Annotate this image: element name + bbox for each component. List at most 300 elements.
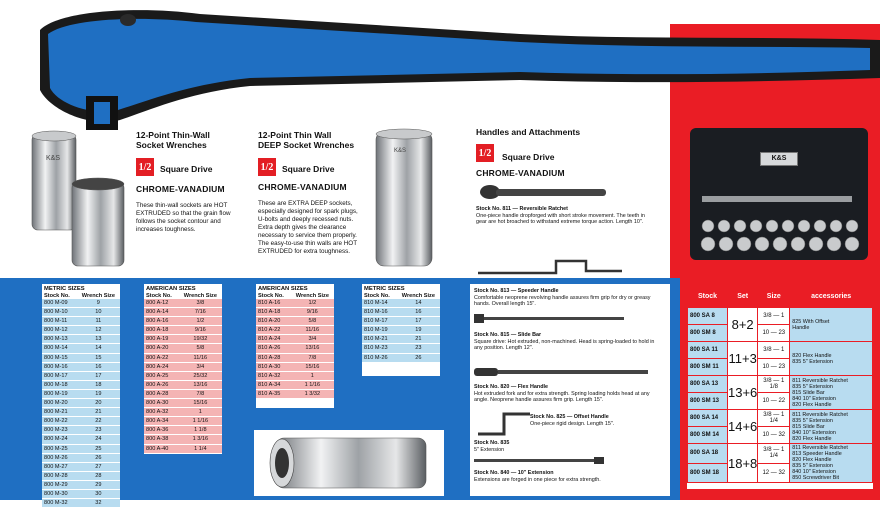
stock-number-cell: 810 A-30 — [256, 362, 291, 371]
stock-number-cell: 810 M-26 — [362, 353, 397, 362]
wrench-size-cell: 21 — [77, 408, 120, 417]
set-count: 11+3 — [728, 342, 758, 376]
offset-handle-icon — [474, 408, 534, 438]
table-row — [256, 344, 334, 353]
table-row — [256, 299, 334, 308]
table-row — [144, 380, 222, 389]
stock-number-cell: 810 M-14 — [362, 299, 397, 308]
set-size-metric: 10 — 23 — [758, 325, 790, 342]
sets-row — [688, 410, 873, 427]
table-row — [256, 317, 334, 326]
stock-number-cell: 800 A-28 — [144, 389, 179, 398]
stock-number-cell: 810 A-18 — [256, 308, 291, 317]
svg-text:K&S: K&S — [46, 155, 61, 162]
half-inch-badge-3: 1/2 — [476, 144, 494, 162]
table-row — [256, 308, 334, 317]
wrench-size-cell: 9/16 — [291, 308, 334, 317]
accessory-line: 825 With Offset — [792, 318, 830, 325]
table-row — [256, 326, 334, 335]
stock-number-cell: 800 A-38 — [144, 435, 179, 444]
wrench-size-cell: 1/2 — [291, 299, 334, 308]
table-row — [362, 335, 440, 344]
sets-row — [688, 376, 873, 393]
accessory-line: 835 5" Extension — [792, 358, 833, 365]
stock-number-cell: 810 A-22 — [256, 326, 291, 335]
slide-bar-icon — [474, 314, 634, 324]
accessory-line: 835 5" Extension — [792, 463, 833, 469]
set-stock-american: 800 SA 11 — [688, 342, 728, 359]
wrench-size-cell: 1 1/8 — [179, 426, 222, 435]
stock-number-cell: 800 M-17 — [42, 371, 77, 380]
wrench-size-cell: 1 — [291, 371, 334, 380]
wrench-size-cell: 9/16 — [179, 326, 222, 335]
accessory-line: 815 Slide Bar — [792, 389, 825, 396]
set-accessories — [790, 444, 873, 483]
stock-number-cell: 810 M-17 — [362, 317, 397, 326]
table-row — [42, 299, 120, 308]
stock-number-cell: 800 M-16 — [42, 362, 77, 371]
stock-number-cell: 800 A-30 — [144, 399, 179, 408]
wrench-size-cell: 3/8 — [179, 299, 222, 308]
handle-item-835 — [474, 440, 664, 453]
stock-number-cell: 810 A-34 — [256, 380, 291, 389]
sets-header-cell: Set — [728, 286, 758, 308]
set-stock-american: 800 SA 13 — [688, 376, 728, 393]
table-row — [256, 380, 334, 389]
stock-number-cell: 800 A-14 — [144, 308, 179, 317]
section2-title — [258, 130, 354, 150]
set-size-metric: 10 — 22 — [758, 393, 790, 410]
wrench-size-cell: 1 1/16 — [291, 380, 334, 389]
set-count: 14+6 — [728, 410, 758, 444]
stock-number-cell: 800 M-14 — [42, 344, 77, 353]
handle-813-text: Comfortable neoprene revolving handle assures firm grip for dry or greasy hands. Overall length 15". — [474, 294, 651, 308]
stock-number-cell: 800 M-20 — [42, 399, 77, 408]
stock-number-cell: 800 M-32 — [42, 499, 77, 508]
accessory-line: 811 Reversible Ratchet — [792, 411, 848, 418]
handle-item-813 — [474, 288, 664, 308]
wrench-size-cell: 24 — [77, 435, 120, 444]
table-row — [144, 435, 222, 444]
table-row — [42, 344, 120, 353]
set-stock-metric: 800 SM 13 — [688, 393, 728, 410]
stock-number-cell: 810 A-20 — [256, 317, 291, 326]
wrench-size-cell: 19/32 — [179, 335, 222, 344]
wrench-size-cell: 19 — [397, 326, 440, 335]
accessory-line: 840 10" Extension — [792, 469, 836, 475]
sets-header-cell: accessories — [790, 286, 873, 308]
handles-panel — [470, 284, 670, 496]
set-count: 18+8 — [728, 444, 758, 483]
wrench-size-cell: 17 — [397, 317, 440, 326]
wrench-size-cell: 18 — [77, 380, 120, 389]
wrench-size-cell: 13/16 — [291, 344, 334, 353]
stock-number-cell: 810 M-16 — [362, 308, 397, 317]
metric1-header-size: Wrench Size — [81, 293, 115, 299]
accessory-line: 850 Screwdriver Bit — [792, 475, 840, 481]
american2-header-size: Wrench Size — [295, 293, 329, 299]
wrench-size-cell: 14 — [77, 344, 120, 353]
american2-header-stock: Stock No. — [258, 293, 284, 299]
table-row — [42, 426, 120, 435]
wrench-size-cell: 28 — [77, 471, 120, 480]
handle-813-title: Stock No. 813 — Speeder Handle — [474, 288, 559, 294]
american2-caption: AMERICAN SIZES — [258, 286, 308, 292]
set-accessories — [790, 410, 873, 444]
section3-material: CHROME-VANADIUM — [476, 168, 565, 178]
sets-row — [688, 342, 873, 359]
table-row — [42, 389, 120, 398]
speeder-handle-icon — [476, 255, 626, 277]
case-sockets-icon — [696, 186, 862, 254]
section1-title-line1: 12-Point Thin-Wall — [136, 130, 210, 140]
section2-title-line1: 12-Point Thin Wall — [258, 130, 332, 140]
table-row — [144, 371, 222, 380]
wrench-size-cell: 11 — [77, 317, 120, 326]
table-row — [42, 335, 120, 344]
table-row — [42, 408, 120, 417]
wrench-size-cell: 1 1/4 — [179, 444, 222, 453]
accessory-line: 820 Flex Handle — [792, 401, 832, 408]
american1-caption: AMERICAN SIZES — [146, 286, 196, 292]
set-size-metric: 12 — 32 — [758, 463, 790, 483]
set-size-american: 3/8 — 1 1/4 — [758, 444, 790, 464]
metric2-header-size: Wrench Size — [401, 293, 435, 299]
wrench-size-cell: 7/8 — [291, 353, 334, 362]
metric-sizes-table-2 — [362, 284, 440, 376]
american-sizes-table-1 — [144, 284, 222, 454]
wrench-size-cell: 25 — [77, 444, 120, 453]
table-row — [42, 489, 120, 498]
wrench-size-cell: 12 — [77, 326, 120, 335]
stock-number-cell: 800 M-25 — [42, 444, 77, 453]
stock-number-cell: 800 M-13 — [42, 335, 77, 344]
set-count: 8+2 — [728, 308, 758, 342]
american-sizes-table-2 — [256, 284, 334, 408]
table-row — [362, 344, 440, 353]
stock-number-cell: 800 M-21 — [42, 408, 77, 417]
handle-835-title: Stock No. 835 — [474, 440, 510, 446]
table-row — [42, 353, 120, 362]
socket-set-case-illustration — [690, 128, 868, 260]
wrench-size-cell: 5/8 — [291, 317, 334, 326]
section3-drive: Square Drive — [502, 152, 555, 162]
set-size-metric: 10 — 23 — [758, 359, 790, 376]
wrench-size-cell: 1 — [179, 408, 222, 417]
table-row — [144, 335, 222, 344]
stock-number-cell: 800 M-26 — [42, 453, 77, 462]
table-row — [362, 317, 440, 326]
accessory-line: 820 Flex Handle — [792, 352, 832, 359]
accessory-line: 820 Flex Handle — [792, 435, 832, 442]
metric1-caption: METRIC SIZES — [44, 286, 85, 292]
table-row — [42, 362, 120, 371]
wrench-size-cell: 23 — [397, 344, 440, 353]
sets-header-row — [688, 286, 873, 308]
table-row — [42, 480, 120, 489]
section2-title-line2: DEEP Socket Wrenches — [258, 140, 355, 150]
set-count: 13+6 — [728, 376, 758, 410]
stock-number-cell: 800 A-16 — [144, 317, 179, 326]
set-stock-metric: 800 SM 18 — [688, 463, 728, 483]
wrench-size-cell: 19 — [77, 389, 120, 398]
reversible-ratchet-icon — [476, 180, 616, 206]
table-row — [144, 426, 222, 435]
wrench-size-cell: 1 3/16 — [179, 435, 222, 444]
ratchet-wrench-illustration — [0, 0, 880, 140]
stock-number-cell: 800 M-29 — [42, 480, 77, 489]
handle-825-text: One-piece rigid design. Length 15". — [530, 420, 615, 427]
wrench-size-cell: 7/16 — [179, 308, 222, 317]
wrench-size-cell: 11/16 — [179, 353, 222, 362]
american1-header-size: Wrench Size — [183, 293, 217, 299]
stock-number-cell: 800 M-22 — [42, 417, 77, 426]
table-row — [42, 317, 120, 326]
set-stock-metric: 800 SM 14 — [688, 427, 728, 444]
stock-number-cell: 800 A-19 — [144, 335, 179, 344]
wrench-size-cell: 17 — [77, 371, 120, 380]
table-row — [144, 344, 222, 353]
table-row — [42, 326, 120, 335]
table-row — [256, 362, 334, 371]
table-row — [144, 308, 222, 317]
stock-number-cell: 810 A-35 — [256, 389, 291, 398]
stock-number-cell: 800 M-23 — [42, 426, 77, 435]
set-size-metric: 10 — 32 — [758, 427, 790, 444]
sets-header-cell: Stock — [688, 286, 728, 308]
half-inch-badge-2: 1/2 — [258, 158, 276, 176]
table-row — [42, 399, 120, 408]
american1-header-stock: Stock No. — [146, 293, 172, 299]
table-row — [42, 453, 120, 462]
section1-description: These thin-wall sockets are HOT EXTRUDED so that the grain flow follows the socket contour and increases toughness. — [136, 202, 231, 233]
accessory-line: 840 10" Extension — [792, 395, 836, 402]
stock-number-cell: 810 M-23 — [362, 344, 397, 353]
metric1-header-stock: Stock No. — [44, 293, 70, 299]
accessory-line: 835 5" Extension — [792, 383, 833, 390]
table-row — [144, 399, 222, 408]
table-row — [42, 417, 120, 426]
table-row — [144, 389, 222, 398]
stock-number-cell: 800 A-34 — [144, 417, 179, 426]
set-stock-american: 800 SA 14 — [688, 410, 728, 427]
stock-number-cell: 810 A-26 — [256, 344, 291, 353]
metric2-header-stock: Stock No. — [364, 293, 390, 299]
section1-title-line2: Socket Wrenches — [136, 140, 207, 150]
set-stock-american: 800 SA 18 — [688, 444, 728, 464]
table-row — [42, 435, 120, 444]
table-row — [256, 389, 334, 398]
wrench-size-cell: 13 — [77, 335, 120, 344]
table-row — [256, 335, 334, 344]
wrench-size-cell: 16 — [77, 362, 120, 371]
wrench-size-cell: 23 — [77, 426, 120, 435]
wrench-size-cell: 20 — [77, 399, 120, 408]
stock-number-cell: 810 M-19 — [362, 326, 397, 335]
table-row — [144, 362, 222, 371]
metric2-caption: METRIC SIZES — [364, 286, 405, 292]
accessory-line: 815 Slide Bar — [792, 423, 825, 430]
handle-815-title: Stock No. 815 — Slide Bar — [474, 332, 542, 338]
stock-number-cell: 800 A-22 — [144, 353, 179, 362]
set-size-american: 3/8 — 1 — [758, 308, 790, 325]
wrench-size-cell: 3/4 — [179, 362, 222, 371]
extension-icon — [474, 456, 654, 466]
stock-number-cell: 800 M-11 — [42, 317, 77, 326]
stock-number-cell: 800 M-09 — [42, 299, 77, 308]
handle-item-825 — [530, 414, 664, 427]
stock-number-cell: 800 M-18 — [42, 380, 77, 389]
wrench-size-cell: 11/16 — [291, 326, 334, 335]
stock-number-cell: 800 A-24 — [144, 362, 179, 371]
wrench-size-cell: 21 — [397, 335, 440, 344]
wrench-size-cell: 26 — [77, 453, 120, 462]
wrench-size-cell: 7/8 — [179, 389, 222, 398]
wrench-size-cell: 15/16 — [291, 362, 334, 371]
stock-number-cell: 800 A-20 — [144, 344, 179, 353]
deep-socket-illustration — [370, 128, 440, 272]
wrench-size-cell: 9 — [77, 299, 120, 308]
table-row — [42, 444, 120, 453]
wrench-size-cell: 32 — [77, 499, 120, 508]
set-accessories — [790, 376, 873, 410]
set-size-american: 3/8 — 1 1/8 — [758, 376, 790, 393]
section2-material: CHROME-VANADIUM — [258, 182, 347, 192]
wrench-size-cell: 15/16 — [179, 399, 222, 408]
wrench-size-cell: 10 — [77, 308, 120, 317]
section1-title — [136, 130, 210, 150]
table-row — [42, 380, 120, 389]
handle-item-811 — [476, 206, 656, 226]
stock-number-cell: 800 M-24 — [42, 435, 77, 444]
stock-number-cell: 800 M-30 — [42, 489, 77, 498]
table-row — [256, 353, 334, 362]
accessory-line: 820 Flex Handle — [792, 457, 832, 463]
accessory-line: 813 Speeder Handle — [792, 451, 842, 457]
handle-840-title: Stock No. 840 — 10" Extension — [474, 470, 554, 476]
wrench-size-cell: 14 — [397, 299, 440, 308]
handle-item-840 — [474, 470, 664, 483]
stock-number-cell: 800 A-26 — [144, 380, 179, 389]
stock-number-cell: 800 A-18 — [144, 326, 179, 335]
stock-number-cell: 800 M-19 — [42, 389, 77, 398]
handle-item-815 — [474, 332, 664, 352]
table-row — [144, 353, 222, 362]
wrench-size-cell: 30 — [77, 489, 120, 498]
stock-number-cell: 800 A-36 — [144, 426, 179, 435]
accessory-line: 811 Reversible Ratchet — [792, 377, 848, 384]
table-row — [42, 462, 120, 471]
set-size-american: 3/8 — 1 1/4 — [758, 410, 790, 427]
wrench-size-cell: 3/4 — [291, 335, 334, 344]
set-size-american: 3/8 — 1 — [758, 342, 790, 359]
wrench-size-cell: 27 — [77, 462, 120, 471]
wrench-size-cell: 13/16 — [179, 380, 222, 389]
half-inch-badge-1: 1/2 — [136, 158, 154, 176]
handle-840-text: Extensions are forged in one piece for extra strength. — [474, 476, 601, 483]
wrench-size-cell: 1/2 — [179, 317, 222, 326]
wrench-size-cell: 1 1/16 — [179, 417, 222, 426]
wrench-size-cell: 1 3/32 — [291, 389, 334, 398]
table-row — [42, 308, 120, 317]
table-row — [362, 299, 440, 308]
section1-material: CHROME-VANADIUM — [136, 184, 225, 194]
stock-number-cell: 800 A-12 — [144, 299, 179, 308]
sets-row — [688, 444, 873, 464]
table-row — [144, 326, 222, 335]
stock-number-cell: 800 A-40 — [144, 444, 179, 453]
stock-number-cell: 800 M-28 — [42, 471, 77, 480]
table-row — [144, 408, 222, 417]
flex-handle-icon — [474, 364, 654, 380]
accessory-line: 811 Reversible Ratchet — [792, 445, 848, 451]
table-row — [362, 308, 440, 317]
handle-item-820 — [474, 384, 664, 404]
wrench-size-cell: 22 — [77, 417, 120, 426]
table-row — [362, 326, 440, 335]
metric-sizes-table-1 — [42, 284, 120, 507]
thin-wall-sockets-illustration — [22, 130, 134, 270]
set-stock-metric: 800 SM 11 — [688, 359, 728, 376]
accessory-line: Handle — [792, 324, 810, 331]
accessory-line: 840 10" Extension — [792, 429, 836, 436]
set-stock-american: 800 SA 8 — [688, 308, 728, 325]
svg-text:K&S: K&S — [394, 148, 407, 154]
wrench-size-cell: 5/8 — [179, 344, 222, 353]
table-row — [362, 353, 440, 362]
section2-description: These are EXTRA DEEP sockets, especially designed for spark plugs, U-bolts and deeply recessed nuts. Extra depth gives the clearance necessary to service them properly. The easy-to-use thin walls are HOT EXTRUDED for extra toughness. — [258, 200, 358, 255]
section2-drive: Square Drive — [282, 164, 335, 174]
stock-number-cell: 800 M-10 — [42, 308, 77, 317]
stock-number-cell: 810 A-28 — [256, 353, 291, 362]
table-row — [144, 417, 222, 426]
set-accessories — [790, 308, 873, 342]
set-stock-metric: 800 SM 8 — [688, 325, 728, 342]
wrench-size-cell: 25/32 — [179, 371, 222, 380]
sets-header-cell: Size — [758, 286, 790, 308]
stock-number-cell: 810 A-16 — [256, 299, 291, 308]
stock-number-cell: 800 A-25 — [144, 371, 179, 380]
stock-number-cell: 800 A-32 — [144, 408, 179, 417]
stock-number-cell: 810 A-24 — [256, 335, 291, 344]
section1-drive: Square Drive — [160, 164, 213, 174]
wrench-size-cell: 29 — [77, 480, 120, 489]
table-row — [144, 299, 222, 308]
table-row — [42, 471, 120, 480]
stock-number-cell: 810 M-21 — [362, 335, 397, 344]
stock-number-cell: 800 M-15 — [42, 353, 77, 362]
handle-820-text: Hot extruded fork and for extra strength. Spring loading holds head at any angle. Neoprene handle assures firm grip. Length 15". — [474, 390, 650, 404]
wrench-size-cell: 15 — [77, 353, 120, 362]
stock-number-cell: 800 M-27 — [42, 462, 77, 471]
handle-811-text: One-piece handle dropforged with short stroke movement. The teeth in gear are hot broached to withstand extreme torque action. Length 10". — [476, 212, 645, 226]
section3-title: Handles and Attachments — [476, 127, 581, 137]
table-row — [144, 444, 222, 453]
case-label: K&S — [760, 152, 798, 166]
wrench-size-cell: 26 — [397, 353, 440, 362]
stock-number-cell: 810 A-32 — [256, 371, 291, 380]
socket-sets-table — [687, 285, 873, 489]
wrench-size-cell: 16 — [397, 308, 440, 317]
stock-number-cell: 800 M-12 — [42, 326, 77, 335]
accessory-line: 835 5" Extension — [792, 417, 833, 424]
table-row — [144, 317, 222, 326]
table-row — [256, 371, 334, 380]
deep-socket-side-illustration — [254, 430, 444, 496]
handle-820-title: Stock No. 820 — Flex Handle — [474, 384, 548, 390]
handle-835-text: 5" Extension — [474, 446, 505, 453]
set-accessories — [790, 342, 873, 376]
